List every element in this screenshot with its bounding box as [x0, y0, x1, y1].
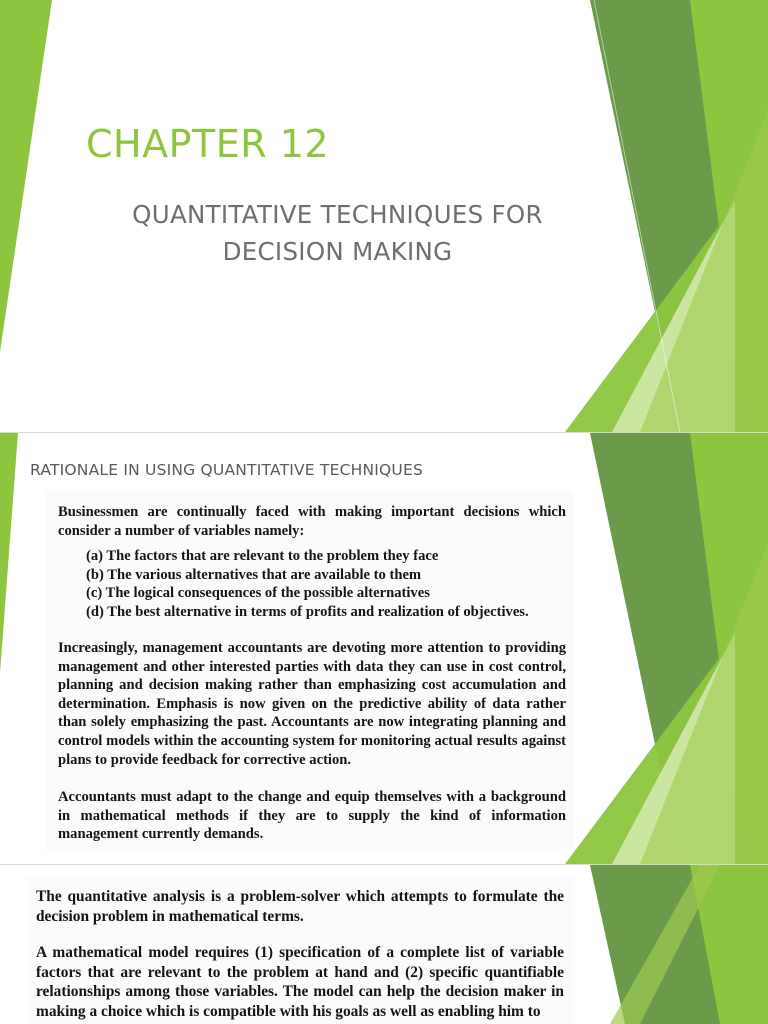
paragraph-adapt-to-change: Accountants must adapt to the change and equip themselves with a background in mathematical methods if they are to supply the kind of information management currently demands. [58, 789, 566, 843]
chapter-subtitle [100, 196, 575, 270]
intro-paragraph: Businessmen are continually faced with making important decisions which consider a number of variables namely: [58, 504, 566, 539]
scanned-text-image [28, 877, 573, 1024]
list-item: (a) The factors that are relevant to the problem they face [86, 548, 439, 564]
chapter-subtitle-line1: QUANTITATIVE TECHNIQUES FOR [132, 200, 543, 229]
scanned-text-image [46, 491, 574, 851]
slide-title [0, 0, 768, 432]
list-item: (b) The various alternatives that are available to them [86, 566, 422, 583]
chapter-subtitle-line2: DECISION MAKING [222, 237, 453, 266]
chapter-title: CHAPTER 12 [86, 122, 330, 166]
left-green-strip [0, 433, 18, 673]
section-heading: RATIONALE IN USING QUANTITATIVE TECHNIQUES [30, 461, 424, 479]
left-green-triangle [0, 0, 52, 352]
list-item: (d) The best alternative in terms of profits and realization of objectives. [86, 603, 529, 620]
paragraph-mathematical-model: A mathematical model requires (1) specification of a complete list of variable factors that are relevant to the problem at hand and (2) specific quantifiable relationships among those variables. The model can help the decision maker in making a choice which is compatible with his goals as well as enabling him to [36, 944, 564, 1020]
paragraph-management-accountants: Increasingly, management accountants are devoting more attention to providing management and other interested parties with data they can use in cost control, planning and decision making rather than emphasizing cost accumulation and determination. Emphasis is now given on the predictive ability of data rather than solely emphasizing the past. Accountants are now integrating planning and control models within the accounting system for monitoring actual results against plans to provide feedback for corrective action. [58, 640, 566, 768]
list-item: (c) The logical consequences of the possible alternatives [86, 585, 430, 602]
variables-list [86, 547, 529, 621]
paragraph-problem-solver: The quantitative analysis is a problem-solver which attempts to formulate the decision problem in mathematical terms. [36, 888, 564, 925]
